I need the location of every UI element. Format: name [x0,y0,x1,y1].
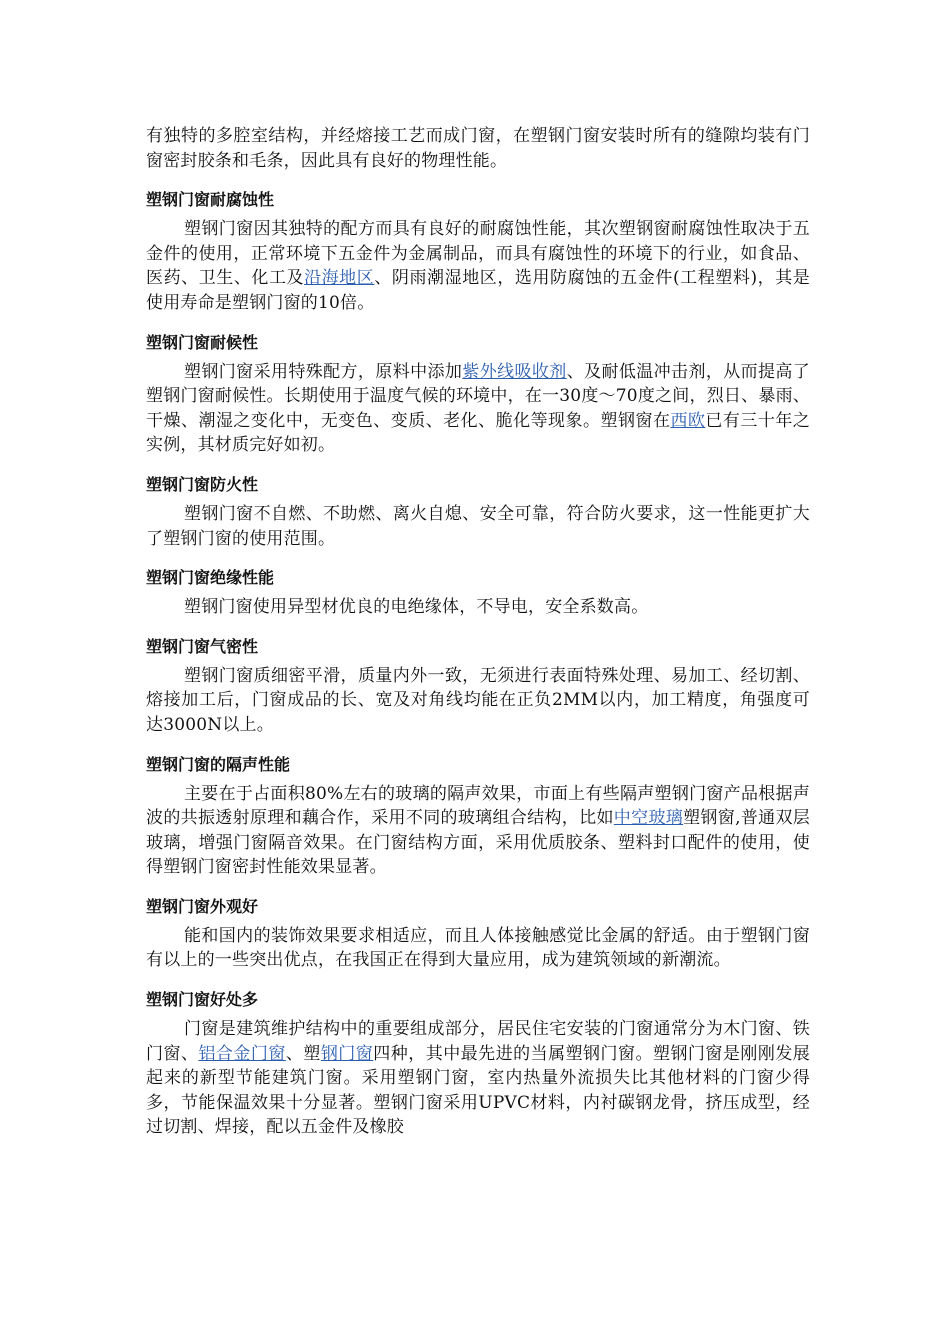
heading-airtightness: 塑钢门窗气密性 [146,636,259,656]
link-uv-absorber[interactable]: 紫外线吸收剂 [462,361,567,382]
link-western-europe[interactable]: 西欧 [670,410,706,431]
paragraph-corrosion-resistance: 塑钢门窗因其独特的配方而具有良好的耐腐蚀性能，其次塑钢窗耐腐蚀性取决于五金件的使用，正常环境下五金件为金属制品，而具有腐蚀性的环境下的行业，如食品、医药、卫生、化工及沿海地区、阴雨潮湿地区，选用防腐蚀的五金件(工程塑料)，其是使用寿命是塑钢门窗的10倍。 [146,219,810,313]
paragraph-insulation: 塑钢门窗使用异型材优良的电绝缘体，不导电，安全系数高。 [184,597,649,618]
link-coastal-areas[interactable]: 沿海地区 [304,268,375,289]
paragraph-benefits: 门窗是建筑维护结构中的重要组成部分，居民住宅安装的门窗通常分为木门窗、铁门窗、铝合金门窗、塑钢门窗四种，其中最先进的当属塑钢门窗。塑钢门窗是刚刚发展起来的新型节能建筑门窗。采用塑钢门窗，室内热量外流损失比其他材料的门窗少得多，节能保温效果十分显著。塑钢门窗采用UPVC材料，内衬碳钢龙骨，挤压成型，经过切割、焊接，配以五金件及橡胶 [146,1019,811,1138]
paragraph-weather-resistance: 塑钢门窗采用特殊配方，原料中添加紫外线吸收剂、及耐低温冲击剂，从而提高了塑钢门窗耐候性。长期使用于温度气候的环境中，在一30度～70度之间，烈日、暴雨、干燥、潮湿之变化中，无变色、变质、老化、脆化等现象。塑钢窗在西欧已有三十年之实例，其材质完好如初。 [146,361,811,456]
heading-corrosion-resistance: 塑钢门窗耐腐蚀性 [146,190,275,210]
paragraph-airtightness: 塑钢门窗质细密平滑，质量内外一致，无须进行表面特殊处理、易加工、经切割、熔接加工后，门窗成品的长、宽及对角线均能在正负2MM以内，加工精度，角强度可达3000N以上。 [146,665,810,735]
link-insulated-glass[interactable]: 中空玻璃 [613,808,684,829]
heading-sound-insulation: 塑钢门窗的隔声性能 [146,754,291,774]
heading-benefits: 塑钢门窗好处多 [146,990,259,1010]
link-steel-windows[interactable]: 钢门窗 [320,1043,374,1064]
document-body [146,124,810,1140]
heading-appearance: 塑钢门窗外观好 [146,896,259,916]
heading-fire-resistance: 塑钢门窗防火性 [146,474,259,494]
paragraph-sound-insulation: 主要在于占面积80%左右的玻璃的隔声效果，市面上有些隔声塑钢门窗产品根据声波的共振透射原理和藕合作，采用不同的玻璃组合结构，比如中空玻璃塑钢窗,普通双层玻璃，增强门窗隔音效果。在门窗结构方面，采用优质胶条、塑料封口配件的使用，使得塑钢门窗密封性能效果显著。 [146,783,810,878]
paragraph-fire-resistance: 塑钢门窗不自燃、不助燃、离火自熄、安全可靠，符合防火要求，这一性能更扩大了塑钢门窗的使用范围。 [146,503,810,549]
heading-weather-resistance: 塑钢门窗耐候性 [146,332,259,352]
heading-insulation: 塑钢门窗绝缘性能 [146,568,275,588]
link-aluminum-windows[interactable]: 铝合金门窗 [198,1043,286,1064]
paragraph-appearance: 能和国内的装饰效果要求相适应，而且人体接触感觉比金属的舒适。由于塑钢门窗有以上的一些突出优点，在我国正在得到大量应用，成为建筑领域的新潮流。 [146,925,810,971]
intro-paragraph: 有独特的多腔室结构，并经熔接工艺而成门窗，在塑钢门窗安装时所有的缝隙均装有门窗密封胶条和毛条，因此具有良好的物理性能。 [146,126,810,171]
